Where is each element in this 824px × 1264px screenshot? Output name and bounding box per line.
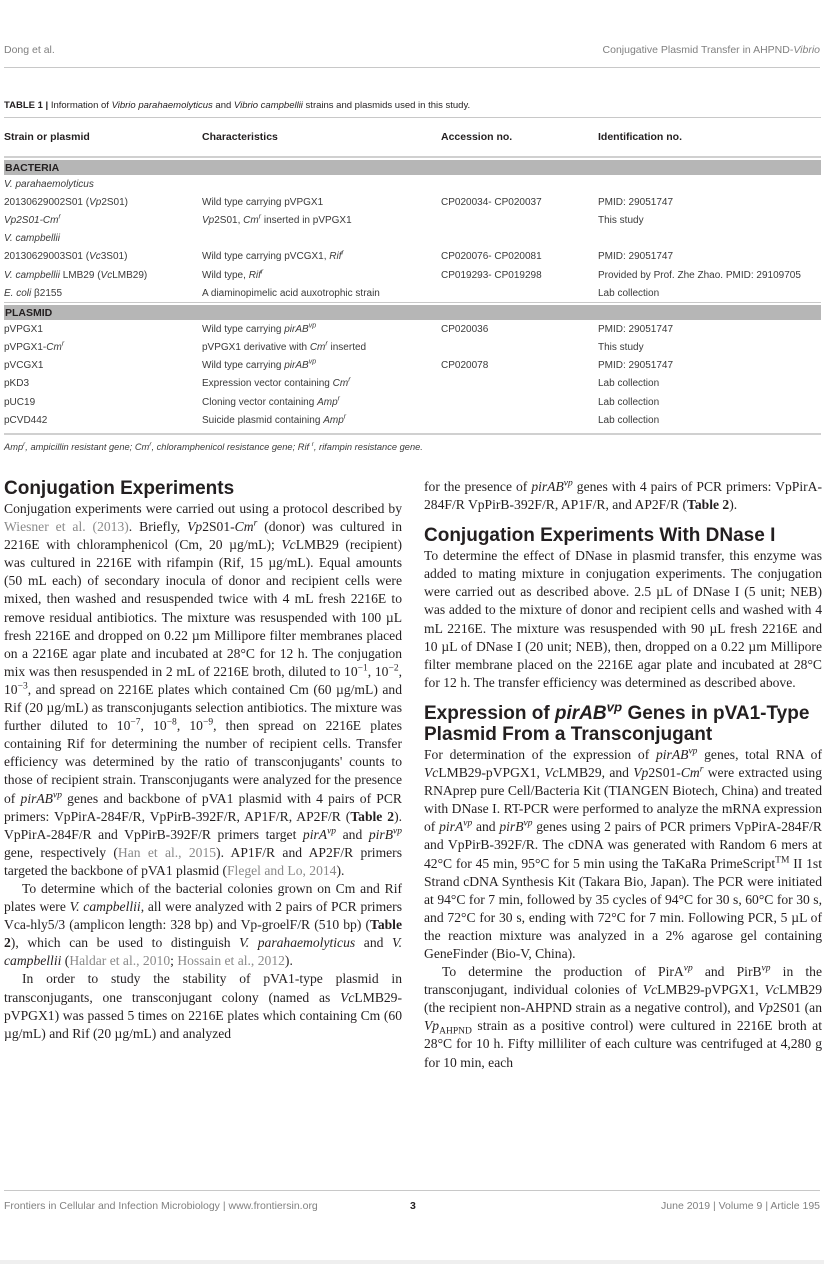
citation-link[interactable]: Wiesner et al. (2013) (4, 519, 129, 535)
paragraph: In order to study the stability of pVA1-type plasmid in transconjugants, one transconjugant colony (named as VcLMB29-pVPGX1) was passed 5 times on 2216E plates which containing Cm (60 µg/mL) and Rif (20 µg/mL) and analyzed (4, 971, 402, 1041)
page-number: 3 (410, 1200, 416, 1212)
table-row: 20130629002S01 (Vp2S01) Wild type carrying pVPGX1 CP020034- CP020037 PMID: 29051747 (4, 196, 674, 208)
running-head-title: Conjugative Plasmid Transfer in AHPND-Vibrio (602, 44, 820, 56)
table-caption: TABLE 1 | Information of Vibrio parahaemolyticus and Vibrio campbellii strains and plasmids used in this study. (4, 100, 471, 111)
table-section-bacteria: BACTERIA (4, 160, 821, 175)
table-row: pVPGX1 Wild type carrying pirAB$^{vp}$ CP020036 PMID: 29051747 (4, 322, 674, 335)
column-header-characteristics: Characteristics (202, 131, 278, 143)
paragraph: To determine which of the bacterial colonies grown on Cm and Rif plates were V. campbellii, all were analyzed with 2 pairs of PCR primers Vca-hly5/3 (amplicon length: 328 bp) and Vp-groelF/R (510 bp) (Table 2), which can be used to distinguish V. parahaemolyticus and V. campbellii (Haldar et al., 2010; Hossain et al., 2012). (4, 880, 402, 969)
table-footnote: Amp$^r$, ampicillin resistant gene; Cm$^r$, chloramphenicol resistance gene; Rif $^r$, rifampin resistance gene. (4, 440, 423, 452)
table-row: E. coli β2155 A diaminopimelic acid auxotrophic strain Lab collection (4, 287, 660, 299)
table-row: 20130629003S01 (Vc3S01) Wild type carrying pVCGX1, Rif$^r$ CP020076- CP020081 PMID: 29051747 (4, 250, 674, 263)
column-header-strain: Strain or plasmid (4, 131, 90, 143)
footer-issue: June 2019 | Volume 9 | Article 195 (661, 1200, 820, 1212)
citation-link[interactable]: Flegel and Lo, 2014 (226, 862, 337, 878)
page-footer (4, 1200, 820, 1216)
table-row: Vp2S01-Cm$^r$ Vp2S01, Cm$^r$ inserted in pVPGX1 This study (4, 213, 644, 226)
paragraph: for the presence of pirAB$^{vp}$ genes with 4 pairs of PCR primers: VpPirA-284F/R VpPirB-392F/R, AP1F/R, and AP2F/R (Table 2). (424, 478, 822, 513)
paragraph: For determination of the expression of pirAB$^{vp}$ genes, total RNA of VcLMB29-pVPGX1, VcLMB29, and Vp2S01-Cm$^r$ were extracted using RNAprep pure Cell/Bacteria Kit (TIANGEN Biotech, China) and treated with DNase I. RT-PCR were performed to analyze the mRNA expression of pirA$^{vp}$ and pirB$^{vp}$ genes using 2 pairs of PCR primers VpPirA-284F/R and VpPirB-392F/R. The cDNA was generated with Random 6 mers at 42°C for 45 min, 95°C for 5 min using the TaKaRa PrimeScript™ II 1st Strand cDNA Synthesis Kit (Takara Bio, Japan). The PCR were initiated at 94°C for 7 min, followed by 35 cycles of 94°C for 30 s, 60°C for 30 s, and 72°C for 30 s, ending with 72°C for 7 min. Following PCR, 5 µL of the reaction mixture was analyzed in a 2% agarose gel containing GeneFinder (Bio-V, China). (424, 746, 823, 961)
table-row: V. campbellii (4, 233, 60, 245)
column-header-identification: Identification no. (598, 131, 682, 143)
paragraph: To determine the effect of DNase in plasmid transfer, this enzyme was added to mating mixture in conjugation experiments. The conjugation were carried out as described above. 2.5 µL of DNase I (5 unit; NEB) was added to the mixture of donor and recipient cells and washed with 4 mL 2216E. The mixture was resuspended with 90 µL fresh 2216E and 10 µL of DNase I (20 unit; NEB), then, dropped on a 0.22 µm Millipore filter membrane placed on the 2216E agar plate and incubated at 28°C for 12 h. The transfer efficiency was determined as described above. (424, 548, 822, 690)
table-divider (4, 302, 821, 303)
heading-conjugation-dnase: Conjugation Experiments With DNase I (424, 525, 776, 547)
paragraph: To determine the production of PirA$^{vp}$ and PirB$^{vp}$ in the transconjugant, individual colonies of VcLMB29-pVPGX1, VcLMB29 (the recipient non-AHPND strain as a negative control), and Vp2S01 (an $Vp_{AHPND}$ strain as a positive control) were cultured in 2216E broth at 28°C for 10 h. Fifty milliliter of each culture was centrifuged at 4,280 g for 10 min, each (424, 963, 822, 1070)
right-column (424, 478, 822, 1072)
header-rule (4, 67, 820, 68)
footer-journal: Frontiers in Cellular and Infection Microbiology | www.frontiersin.org (4, 1200, 318, 1212)
table-row: V. campbellii LMB29 (VcLMB29) Wild type, Rif$^r$ CP019293- CP019298 Provided by Prof. Zhe Zhao. PMID: 29109705 (4, 268, 801, 281)
column-header-accession: Accession no. (441, 131, 513, 143)
heading-expression: Expression of pirAB$^{vp}$ Genes in pVA1-Type Plasmid From a Transconjugant (424, 699, 810, 745)
left-column (4, 478, 402, 1043)
table-row: pVCGX1 Wild type carrying pirAB$^{vp}$ CP020078 PMID: 29051747 (4, 358, 674, 372)
citation-link[interactable]: Han et al., 2015 (117, 844, 217, 860)
table-bottom-rule (4, 433, 821, 435)
table-section-plasmid: PLASMID (4, 305, 821, 320)
table-row: V. parahaemolyticus (4, 178, 94, 190)
heading-conjugation-experiments: Conjugation Experiments (4, 478, 235, 499)
table-1 (4, 117, 821, 435)
paragraph: Conjugation experiments were carried out using a protocol described by Wiesner et al. (2013). Briefly, Vp2S01-Cm$^r$ (donor) was cultured in 2216E with chloramphenicol (Cm, 20 µg/mL); VcLMB29 (recipient) was cultured in 2216E with rifampin (Rif, 15 µg/mL). Equal amounts (50 mL each) of secondary inocula of donor and recipient cells were mixed, then washed and resuspended twice with 4 mL fresh 2216E to remove residual antibiotics. The mixture was resuspended with 100 µL fresh 2216E and dropped on 0.22 µm Millipore filter membranes placed on a 2216E agar plate and incubated at 28°C for 12 h. The conjugation mix was then resuspended in 2 mL of 2216E broth, diluted to $10^{-1}$, $10^{-2}$, $10^{-3}$, and spread on 2216E plates which contained Cm (60 µg/mL) and Rif (20 µg/mL) as transconjugants selection antibiotics. The mixture was further diluted to $10^{-7}$, $10^{-8}$, $10^{-9}$, then spread on 2216E plates containing Rif for determining the number of recipient cells. Transfer efficiency was determined by the ratio of transconjugants' counts to those of recipient strain. Transconjugants were analyzed for the presence of pirAB$^{vp}$ genes and backbone of pVA1 plasmid with 4 pairs of PCR primers: VpPirA-284F/R, VpPirB-392F/R, AP1F/R, AP2F/R (Table 2). VpPirA-284F/R and VpPirB-392F/R primers target pirA$^{vp}$ and pirB$^{vp}$ gene, respectively (Han et al., 2015). AP1F/R and AP2F/R primers targeted the backbone of pVA1 plasmid (Flegel and Lo, 2014). (4, 501, 402, 878)
table-row: pCVD442 Suicide plasmid containing Amp$^r$ Lab collection (4, 413, 660, 426)
table-row: pUC19 Cloning vector containing Amp$^r$ Lab collection (4, 395, 660, 408)
citation-link[interactable]: Haldar et al., 2010 (69, 953, 171, 969)
citation-link[interactable]: Hossain et al., 2012 (177, 953, 285, 969)
running-head (4, 44, 820, 60)
running-head-authors: Dong et al. (4, 44, 55, 56)
table-row: pKD3 Expression vector containing Cm$^r$ Lab collection (4, 377, 660, 390)
footer-rule (4, 1190, 820, 1191)
table-row: pVPGX1-Cm$^r$ pVPGX1 derivative with Cm$^r$ inserted This study (4, 340, 644, 354)
table-header-row (4, 117, 821, 158)
page-edge (0, 1260, 824, 1264)
